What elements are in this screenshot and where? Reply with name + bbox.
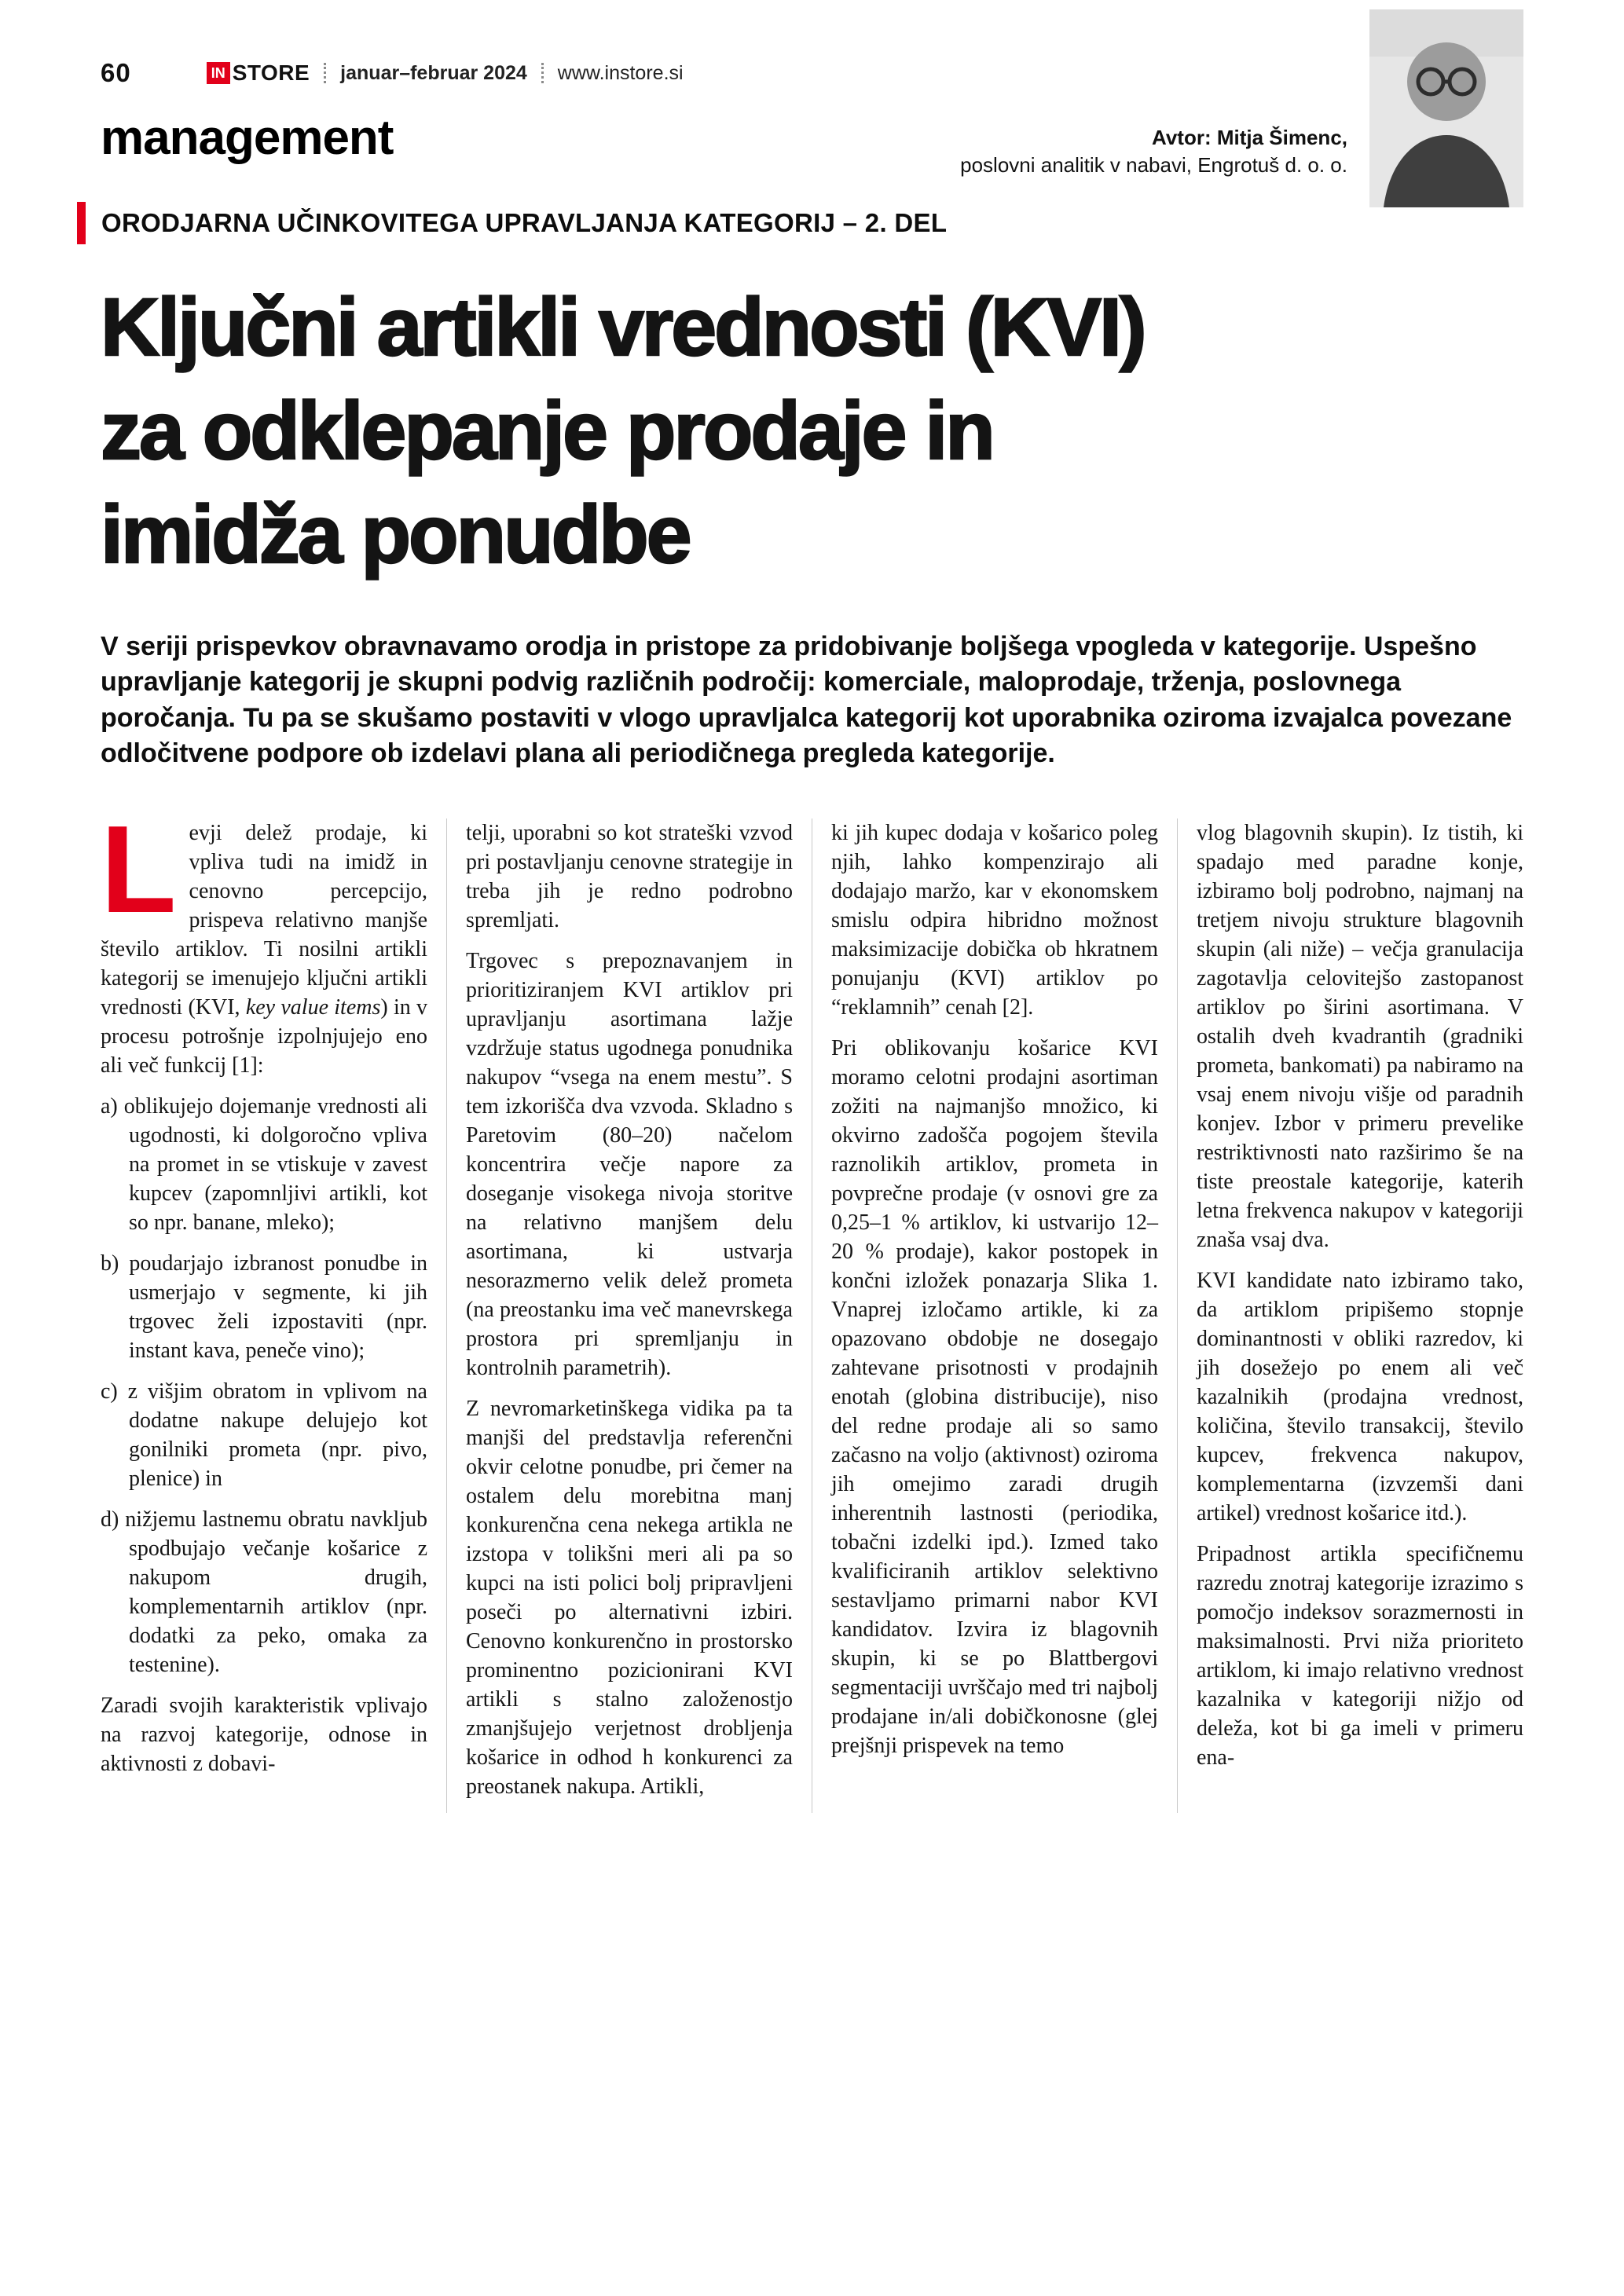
paragraph-text: evji delež prodaje, ki vpliva tudi na imidž in cenovno percepcijo, prispeva relativno manjše število artiklov. Ti nosilni artikli kategorij se imenujejo ključni artikli vrednosti (KVI, (101, 821, 427, 1020)
body-paragraph: Trgovec s prepoznavanjem in prioritiziranjem KVI artiklov pri upravljanju asortimana lažje vzdržuje status ugodnega ponudnika nakupov “vsega na enem mestu”. S tem izkorišča dva vzvoda. Skladno s Paretovim (80–20) načelom koncentrira večje napore za doseganje visokega nivoja storitve na relativno manjšem delu asortimana, ki ustvarja nesorazmerno velik delež prometa (na preostanku ima več manevrskega prostora pri spremljanju in kontrolnih parametrih). (466, 949, 793, 1381)
list-item-b: b) poudarjajo izbranost ponudbe in usmerjajo v segmente, ki jih trgovec želi izpostaviti (npr. instant kava, peneče vino); (101, 1251, 427, 1364)
instore-logo (207, 60, 310, 86)
column-2 (446, 818, 812, 1813)
column-4 (1177, 818, 1523, 1813)
body-paragraph: Pripadnost artikla specifičnemu razredu znotraj kategorije izrazimo s pomočjo indeksov sorazmernosti in maksimalnosti. Prvi niža prioriteto artiklom, ki imajo relativno vrednost kazalnika v kategoriji nižjo od deleža, kot bi ga imeli v primeru ena- (1197, 1542, 1523, 1771)
dotted-separator (324, 63, 326, 83)
kicker-text: ORODJARNA UČINKOVITEGA UPRAVLJANJA KATEGORIJ – 2. DEL (101, 208, 948, 237)
article-headline (0, 276, 1624, 587)
page-number: 60 (101, 58, 131, 87)
headline-line-2: za odklepanje prodaje in (101, 386, 993, 478)
author-portrait-image (1369, 9, 1523, 207)
list-item-c: c) z višjim obratom in vplivom na dodatne nakupe delujejo kot gonilniki prometa (npr. pivo, plenice) in (101, 1379, 427, 1492)
author-role: poslovni analitik v nabavi, Engrotuš d. o. o. (960, 153, 1347, 178)
body-paragraph: KVI kandidate nato izbiramo tako, da artiklom pripišemo stopnje dominantnosti v obliki razredov, ki jih dosežejo po enem ali več kazalnikih (prodajna vrednost, količina, število transakcij, število kupcev, frekvenca nakupov, komplementarna (izvzemši dani artikel) vrednost košarice itd.). (1197, 1269, 1523, 1526)
dropcap: L (101, 800, 177, 939)
dotted-separator (541, 63, 544, 83)
body-paragraph: vlog blagovnih skupin). Iz tistih, ki spadajo med paradne konje, izbiramo bolj podrobno, najmanj na tretjem nivoju strukture blagovnih skupin (ali niže) – večja granulacija zagotavlja celovitejšo zastopanost artiklov po širini asortimana. V ostalih dveh kvadrantih (gradniki prometa, bankomati) pa nabiramo na vsaj enem nivoju višje od paradnih konjev. Izbor v primeru prevelike restriktivnosti nato razširimo še na tiste preostale kategorije, katerih letna frekvenca nakupov v kategoriji znaša vsaj dva. (1197, 821, 1523, 1253)
headline-line-1: Ključni artikli vrednosti (KVI) (101, 282, 1145, 373)
section-title: management (101, 111, 394, 165)
article-body (0, 800, 1624, 1813)
body-paragraph: ki jih kupec dodaja v košarico poleg njih, lahko kompenzirajo ali dodajajo maržo, kar v ekonomskem smislu odpira hibridno možnost maksimizacije dobička ob hkratnem ponujanju (KVI) artiklov po “reklamnih” cenah [2]. (831, 821, 1158, 1020)
body-paragraph: Pri oblikovanju košarice KVI moramo celotni prodajni asortiman zožiti na najmanjšo množico, ki okvirno zadošča pogojem števila raznolikih artiklov, prometa in povprečne prodaje (v osnovi gre za 0,25–1 % artiklov, ki ustvarijo 12–20 % prodaje), kakor postopek in končni izložek ponazarja Slika 1. Vnaprej izločamo artikle, ki za opazovano obdobje ne dosegajo zahtevane prisotnosti v prodajnih enotah (globina distribucije), niso del redne prodaje ali so samo začasno na voljo (aktivnost) oziroma jih omejimo zaradi drugih inherentnih lastnosti (periodika, tobačni izdelki ipd.). Izmed tako kvalificiranih artiklov selektivno sestavljamo primarni nabor KVI kandidatov. Izvira iz blagovnih skupin, ki se po Blattbergovi segmentaciji uvrščajo med tri najbolj prodajane in/ali dobičkonosne (glej prejšnji prispevek na temo (831, 1036, 1158, 1759)
logo-in-box: IN (207, 62, 230, 84)
body-paragraph: Z nevromarketinškega vidika pa ta manjši del predstavlja referenčni okvir celotne ponudbe, pri čemer na ostalem delu morebitna manj konkurenčna cena nekega artikla ne izstopa v tolikšni meri ali pa so kupci na isti polici bolj pripravljeni poseči po alternativni izbiri. Cenovno konkurenčno in prostorsko prominentno pozicionirani KVI artikli s stalno založenostjo zmanjšujejo verjetnost drobljenja košarice in odhod h konkurenci za preostanek nakupa. Artikli, (466, 1397, 793, 1800)
column-1 (101, 800, 446, 1813)
paragraph-text: ) in v procesu potrošnje izpolnjujejo eno ali več funkcij [1]: (101, 995, 427, 1078)
article-lead: V seriji prispevkov obravnavamo orodja in pristope za pridobivanje boljšega vpogleda v kategorije. Uspešno upravljanje kategorij je skupni podvig različnih področij: komerciale, maloprodaje, trženja, poslovnega poročanja. Tu pa se skušamo postaviti v vlogo upravljalca kategorij kot uporabnika oziroma izvajalca povezane odločitvene podpore ob izdelavi plana ali periodičnega pregleda kategorije. (101, 632, 1512, 768)
body-paragraph (101, 800, 427, 1080)
author-block (960, 124, 1347, 179)
author-name: Avtor: Mitja Šimenc, (1152, 126, 1347, 149)
body-paragraph: Zaradi svojih karakteristik vplivajo na razvoj kategorije, odnose in aktivnosti z dobavi- (101, 1694, 427, 1777)
italic-phrase: key value items (245, 995, 381, 1020)
body-paragraph: telji, uporabni so kot strateški vzvod pri postavljanju cenovne strategije in treba jih je redno podrobno spremljati. (466, 821, 793, 933)
list-item-a: a) oblikujejo dojemanje vrednosti ali ugodnosti, ki dolgoročno vpliva na promet in se vtiskuje v zavest kupcev (zapomnljivi artikli, kot so npr. banane, mleko); (101, 1094, 427, 1236)
website-link[interactable]: www.instore.si (557, 61, 684, 84)
kicker (0, 202, 1624, 244)
headline-line-3: imidža ponudbe (101, 489, 690, 581)
logo-store-text: STORE (232, 60, 310, 85)
author-photo (1369, 9, 1523, 207)
issue-date: januar–februar 2024 (340, 61, 527, 84)
kicker-accent-bar (77, 202, 86, 244)
column-3 (812, 818, 1177, 1813)
list-item-d: d) nižjemu lastnemu obratu navkljub spodbujajo večanje košarice z nakupom drugih, komplementarnih artiklov (npr. dodatki za peko, omaka za testenine). (101, 1507, 427, 1678)
